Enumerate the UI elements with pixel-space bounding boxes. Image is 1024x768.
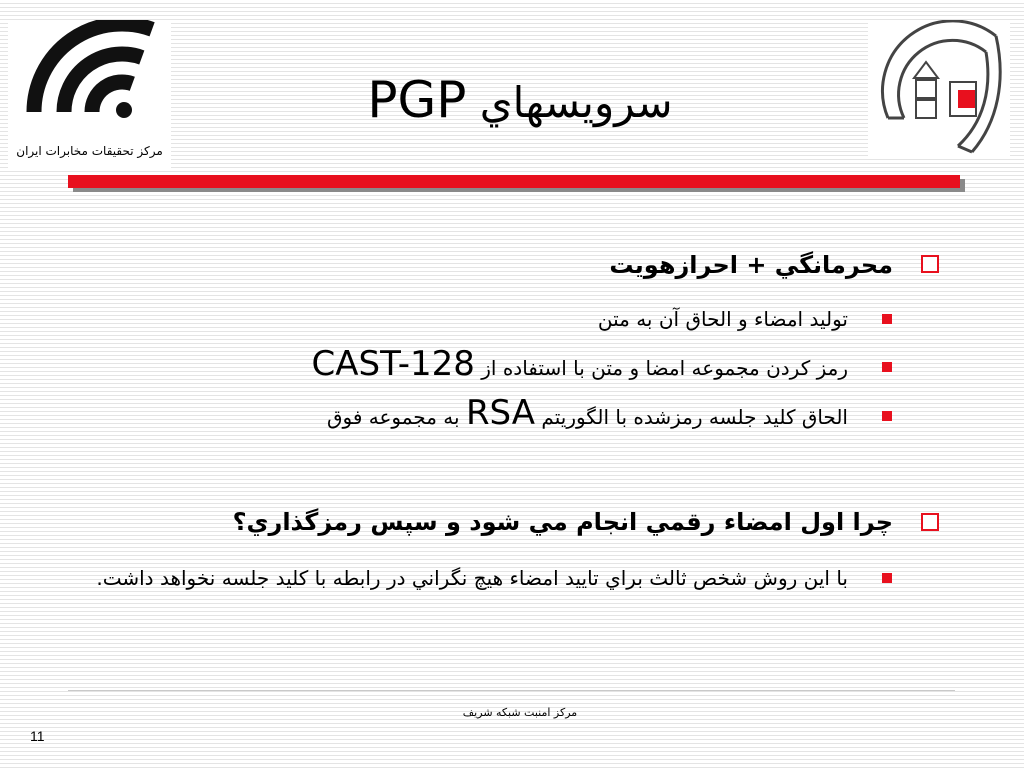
title-text: سرويسهاي: [479, 78, 673, 127]
bullet-heading-confidentiality: محرمانگي + احرازهويت: [609, 251, 893, 279]
algorithm-name: CAST-128: [311, 344, 475, 384]
footer-divider: [68, 690, 955, 691]
hollow-square-bullet-icon: [921, 255, 939, 273]
left-logo: [8, 20, 171, 168]
wave-source-dot: [116, 102, 132, 118]
bullet-heading-question: چرا اول امضاء رقمي انجام مي شود و سپس رمزگذاري؟: [232, 508, 893, 536]
list-item-text: رمز کردن مجموعه امضا و متن با استفاده از: [481, 356, 848, 380]
title-divider-bar: [68, 175, 960, 188]
filled-square-bullet-icon: [882, 573, 892, 583]
list-item: [326, 393, 848, 437]
list-item-text: به مجموعه فوق: [326, 405, 460, 429]
emblem-roof: [914, 62, 938, 78]
title-acronym: PGP: [367, 71, 467, 129]
emblem-red-square: [958, 90, 976, 108]
filled-square-bullet-icon: [882, 411, 892, 421]
list-item: [311, 344, 848, 388]
algorithm-name: RSA: [465, 393, 536, 433]
page-number: 11: [30, 728, 45, 744]
page-title: [180, 68, 860, 135]
filled-square-bullet-icon: [882, 314, 892, 324]
list-item: توليد امضاء و الحاق آن به متن: [597, 307, 848, 331]
left-logo-caption: مرکز تحقیقات مخابرات ایران: [16, 144, 163, 158]
list-item: با اين روش شخص ثالث براي تاييد امضاء هيچ نگراني در رابطه با کليد جلسه نخواهد داشت.: [96, 566, 848, 590]
footer-text: مرکز امنبت شبکه شریف: [462, 706, 578, 719]
list-item-text: الحاق کليد جلسه رمزشده با الگوريتم: [541, 405, 848, 429]
institute-emblem-icon: [868, 20, 1010, 158]
emblem-tail-end: [958, 146, 972, 152]
filled-square-bullet-icon: [882, 362, 892, 372]
emblem-pillar-top: [916, 80, 936, 98]
right-logo: [868, 20, 1010, 158]
emblem-pillar-bottom: [916, 100, 936, 118]
hollow-square-bullet-icon: [921, 513, 939, 531]
